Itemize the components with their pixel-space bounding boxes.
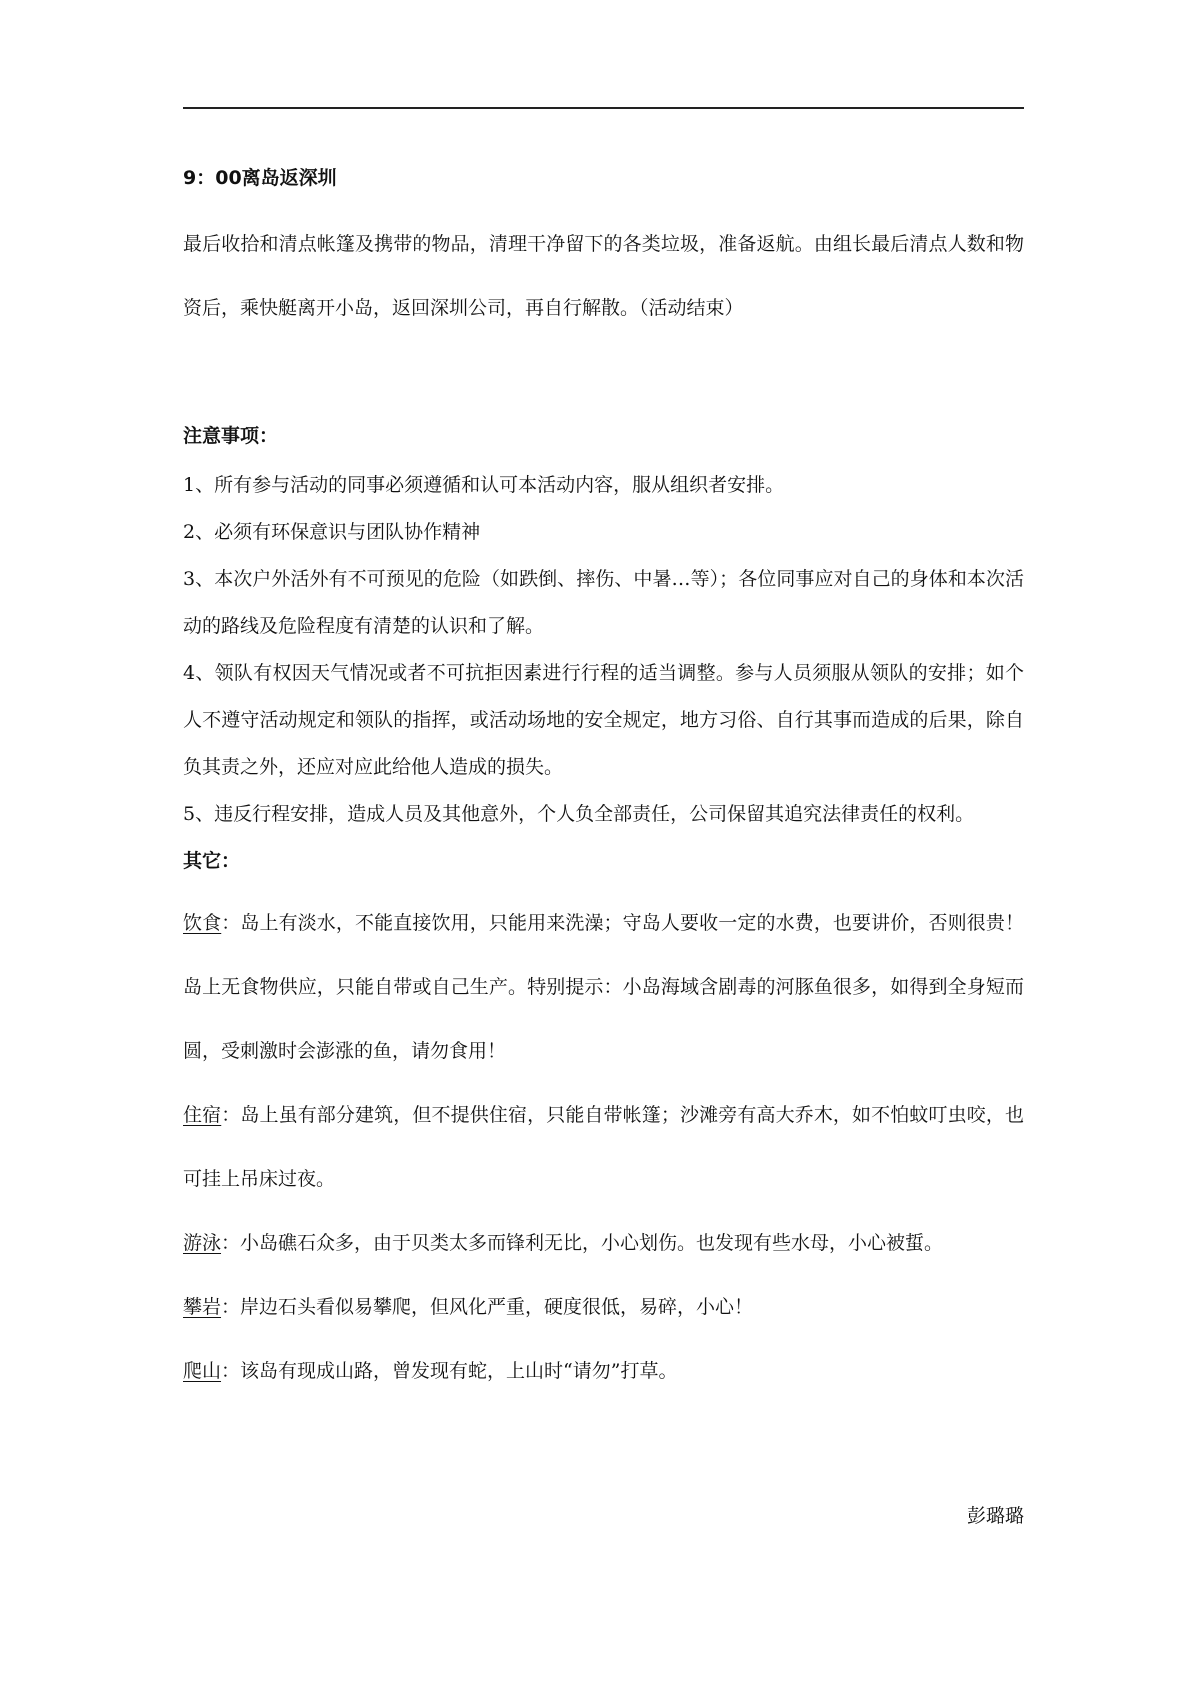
notes-item-4: 4、领队有权因天气情况或者不可抗拒因素进行行程的适当调整。参与人员须服从领队的安排；如个人不遵守活动规定和领队的指挥，或活动场地的安全规定，地方习俗、自行其事而造成的后果，除自负其责之外，还应对应此给他人造成的损失。 — [183, 662, 1024, 778]
other-item-hiking-label: 爬山 — [183, 1360, 222, 1382]
other-item-food-text: ：岛上有淡水，不能直接饮用，只能用来洗澡；守岛人要收一定的水费，也要讲价，否则很贵！岛上无食物供应，只能自带或自己生产。特别提示：小岛海域含剧毒的河豚鱼很多，如得到全身短而圆，受刺激时会澎涨的鱼，请勿食用！ — [183, 912, 1024, 1062]
other-item-hiking-text: ：该岛有现成山路，曾发现有蛇，上山时“请勿”打草。 — [221, 1360, 678, 1382]
notes-heading: 注意事项： — [183, 425, 279, 447]
other-item-lodging-label: 住宿 — [183, 1104, 222, 1126]
other-item-swimming-text: ：小岛礁石众多，由于贝类太多而锋利无比，小心划伤。也发现有些水母，小心被蜇。 — [221, 1232, 944, 1254]
other-item-hiking — [183, 1339, 1024, 1403]
document-body — [183, 158, 1024, 1403]
header-rule — [183, 107, 1024, 109]
other-item-swimming-label: 游泳 — [183, 1232, 222, 1254]
notes-item-3: 3、本次户外活外有不可预见的危险（如跌倒、摔伤、中暑…等）；各位同事应对自己的身体和本次活动的路线及危险程度有清楚的认识和了解。 — [183, 568, 1024, 637]
other-item-climbing — [183, 1275, 1024, 1339]
other-item-lodging — [183, 1083, 1024, 1211]
other-heading: 其它： — [183, 850, 241, 872]
other-item-lodging-text: ：岛上虽有部分建筑，但不提供住宿，只能自带帐篷；沙滩旁有高大乔木，如不怕蚊叮虫咬，也可挂上吊床过夜。 — [183, 1104, 1024, 1190]
departure-heading: 9：00离岛返深圳 — [183, 167, 337, 189]
other-item-food-label: 饮食 — [183, 912, 222, 934]
other-item-climbing-text: ：岸边石头看似易攀爬，但风化严重，硬度很低，易碎，小心！ — [221, 1296, 754, 1318]
other-item-climbing-label: 攀岩 — [183, 1296, 222, 1318]
notes-item-1: 1、所有参与活动的同事必须遵循和认可本活动内容，服从组织者安排。 — [183, 474, 785, 496]
notes-item-2: 2、必须有环保意识与团队协作精神 — [183, 521, 481, 543]
other-item-food — [183, 891, 1024, 1083]
other-item-swimming — [183, 1211, 1024, 1275]
departure-text: 最后收拾和清点帐篷及携带的物品，清理干净留下的各类垃圾，准备返航。由组长最后清点人数和物资后，乘快艇离开小岛，返回深圳公司，再自行解散。（活动结束） — [183, 233, 1024, 319]
signature: 彭璐璐 — [966, 1505, 1024, 1527]
notes-item-5: 5、违反行程安排，造成人员及其他意外，个人负全部责任，公司保留其追究法律责任的权利。 — [183, 803, 975, 825]
